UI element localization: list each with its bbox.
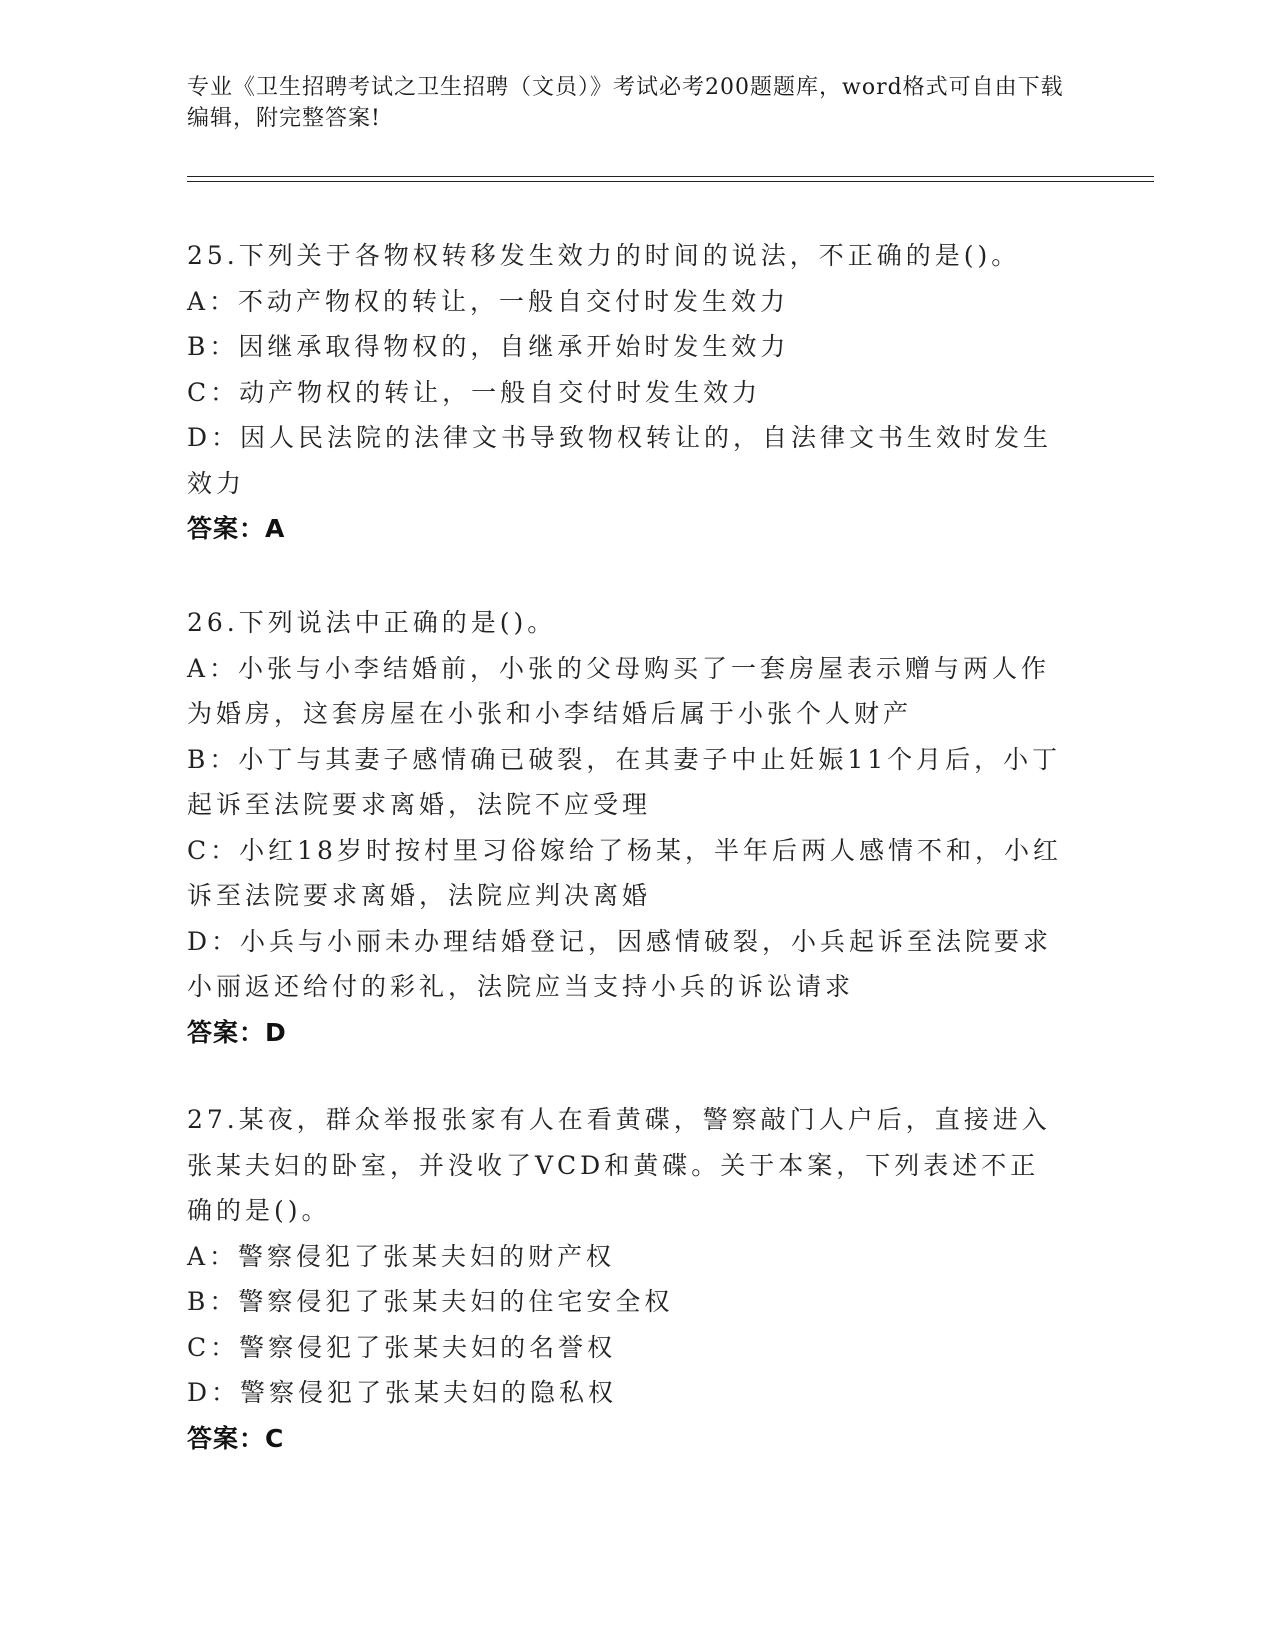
question-25 (187, 233, 1067, 552)
question-27 (187, 1097, 1067, 1461)
option-a: A：不动产物权的转让，一般自交付时发生效力 (187, 286, 790, 316)
question-stem: 26.下列说法中正确的是()。 (187, 608, 557, 637)
header-text: 专业《卫生招聘考试之卫生招聘（文员）》考试必考200题题库，word格式可自由下载编辑，附完整答案! (187, 75, 1064, 131)
option-a: A：小张与小李结婚前，小张的父母购买了一套房屋表示赠与两人作为婚房，这套房屋在小张和小李结婚后属于小张个人财产 (187, 653, 1051, 728)
option-c: C：警察侵犯了张某夫妇的名誉权 (187, 1332, 617, 1362)
header-divider-top (187, 176, 1154, 177)
question-stem: 25.下列关于各物权转移发生效力的时间的说法，不正确的是()。 (187, 241, 1021, 270)
option-b: B：因继承取得物权的，自继承开始时发生效力 (187, 332, 790, 361)
option-b: B：警察侵犯了张某夫妇的住宅安全权 (187, 1287, 674, 1316)
answer: 答案：C (187, 1423, 285, 1453)
option-a: A：警察侵犯了张某夫妇的财产权 (187, 1241, 616, 1271)
answer: 答案：D (187, 1017, 287, 1047)
option-c: C：小红18岁时按村里习俗嫁给了杨某，半年后两人感情不和，小红诉至法院要求离婚，法院应判决离婚 (187, 835, 1062, 910)
question-26 (187, 600, 1067, 1055)
document-header (187, 72, 1067, 134)
header-divider-bottom (187, 181, 1154, 182)
answer: 答案：A (187, 514, 286, 543)
option-c: C：动产物权的转让，一般自交付时发生效力 (187, 377, 762, 407)
option-d: D：小兵与小丽未办理结婚登记，因感情破裂，小兵起诉至法院要求小丽返还给付的彩礼，法院应当支持小兵的诉讼请求 (187, 926, 1053, 1001)
question-stem: 27.某夜，群众举报张家有人在看黄碟，警察敲门人户后，直接进入张某夫妇的卧室，并没收了VCD和黄碟。关于本案，下列表述不正确的是()。 (187, 1105, 1051, 1225)
option-d: D：因人民法院的法律文书导致物权转让的，自法律文书生效时发生效力 (187, 423, 1053, 498)
option-b: B：小丁与其妻子感情确已破裂，在其妻子中止妊娠11个月后，小丁起诉至法院要求离婚，法院不应受理 (187, 744, 1062, 819)
option-d: D：警察侵犯了张某夫妇的隐私权 (187, 1378, 618, 1407)
